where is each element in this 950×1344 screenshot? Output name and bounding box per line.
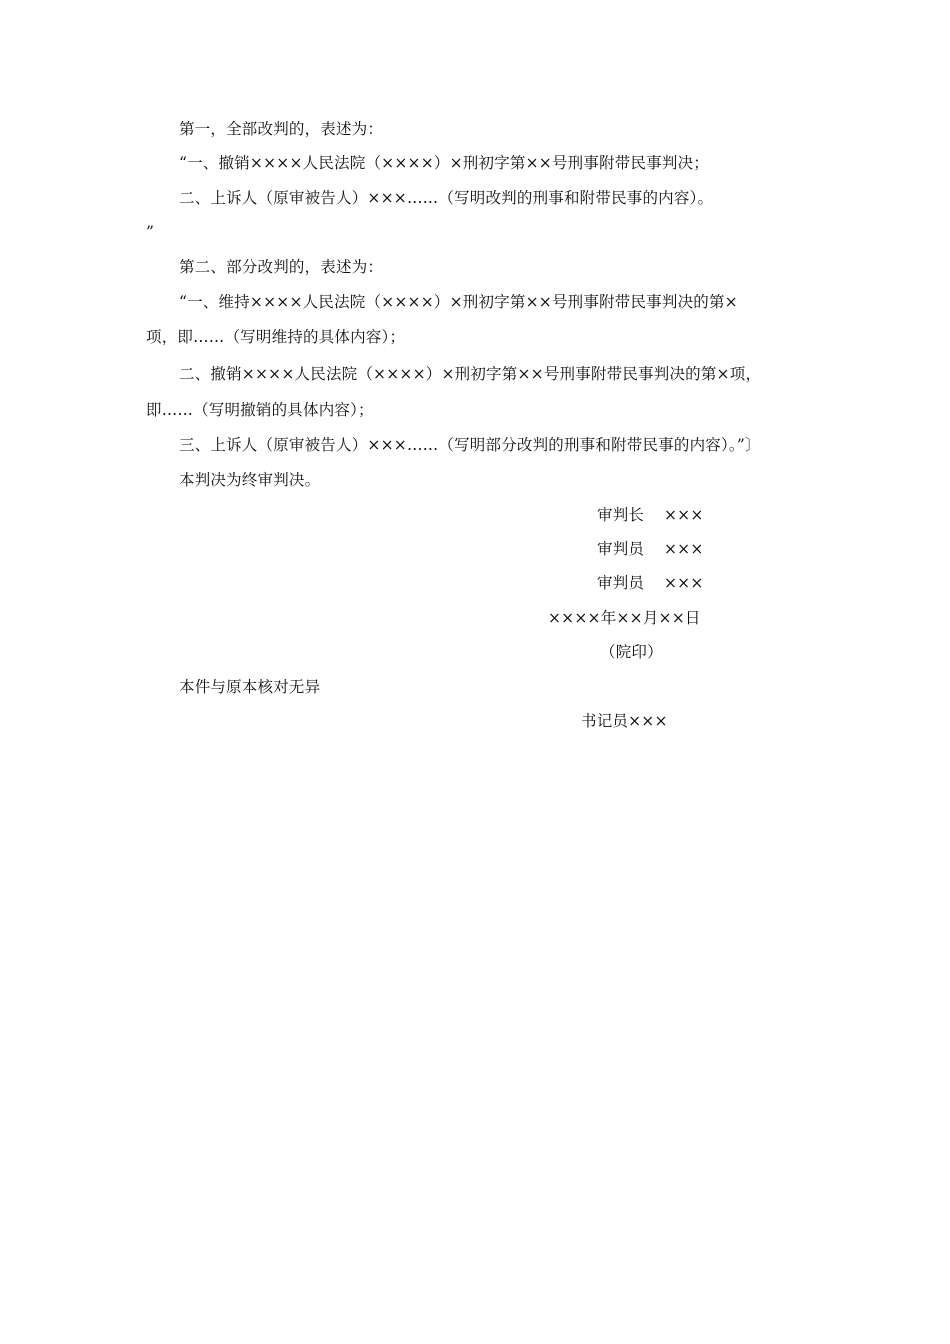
paragraph-full-reversal-item-1: “一、撤销××××人民法院（××××）×刑初字第××号刑事附带民事判决； xyxy=(179,154,709,172)
clerk-signature: 书记员××× xyxy=(581,712,668,730)
paragraph-partial-reversal-intro: 第二、部分改判的，表述为： xyxy=(179,258,384,276)
signature-role-judge-1: 审判员 xyxy=(597,540,645,558)
signature-name-judge-1: ××× xyxy=(664,540,704,558)
closing-quote: ” xyxy=(146,223,155,241)
signature-role-presiding-judge: 审判长 xyxy=(597,506,645,524)
certification-note: 本件与原本核对无异 xyxy=(179,678,321,696)
signature-role-judge-2: 审判员 xyxy=(597,574,645,592)
judgment-date: ××××年××月××日 xyxy=(548,609,701,627)
paragraph-partial-item-2-cont: 即……（写明撤销的具体内容）； xyxy=(146,401,374,419)
paragraph-full-reversal-item-2: 二、上诉人（原审被告人）×××……（写明改判的刑事和附带民事的内容）。 xyxy=(179,189,714,207)
signature-name-presiding-judge: ××× xyxy=(664,506,704,524)
paragraph-full-reversal-intro: 第一，全部改判的，表述为： xyxy=(179,120,384,138)
paragraph-partial-item-2: 二、撤销××××人民法院（××××）×刑初字第××号刑事附带民事判决的第×项， xyxy=(179,365,762,383)
paragraph-partial-item-3: 三、上诉人（原审被告人）×××……（写明部分改判的刑事和附带民事的内容）。”〕 xyxy=(179,436,761,454)
paragraph-partial-item-1-cont: 项，即……（写明维持的具体内容）； xyxy=(146,328,406,346)
signature-name-judge-2: ××× xyxy=(664,574,704,592)
paragraph-final-judgment: 本判决为终审判决。 xyxy=(179,471,321,489)
court-seal: （院印） xyxy=(600,643,663,661)
paragraph-partial-item-1: “一、维持××××人民法院（××××）×刑初字第××号刑事附带民事判决的第× xyxy=(179,293,738,311)
